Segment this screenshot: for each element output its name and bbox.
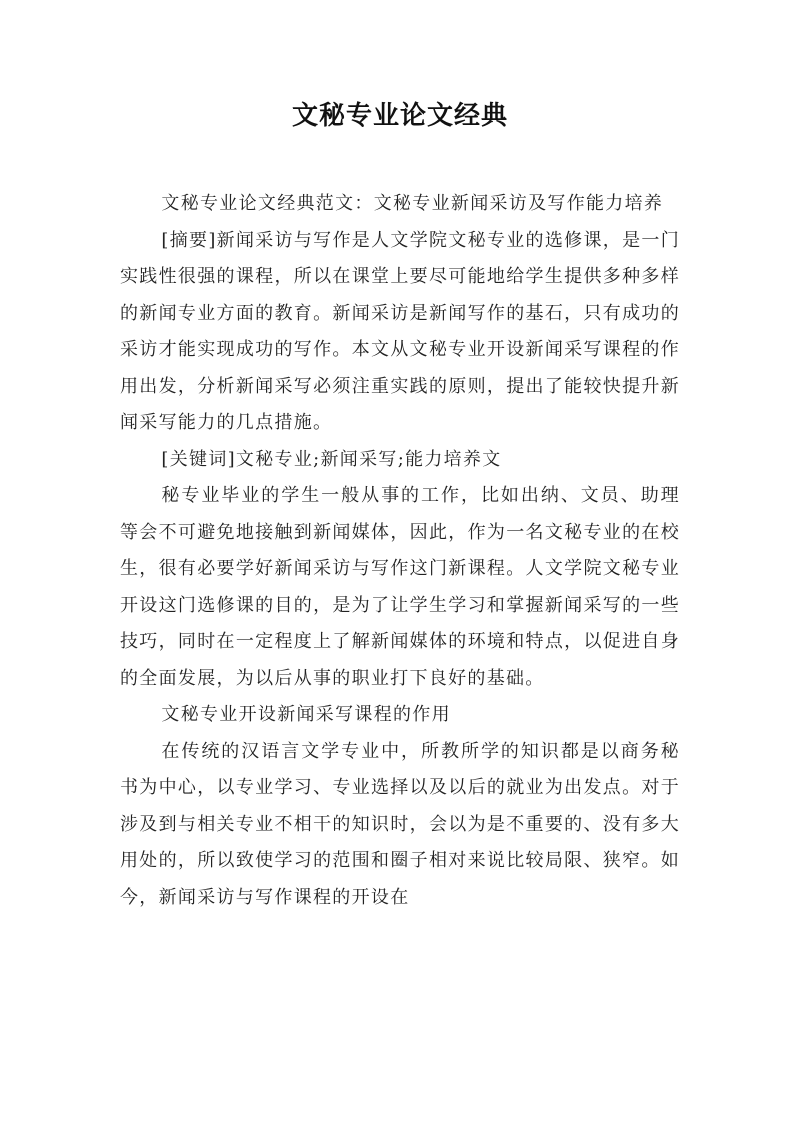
section-heading: 文秘专业开设新闻采写课程的作用: [161, 704, 451, 725]
paragraph-section-body: 在传统的汉语言文学专业中，所教所学的知识都是以商务秘书为中心，以专业学习、专业选择以及以后的就业为出发点。对于涉及到与相关专业不相干的知识时，会以为是不重要的、没有多大用处的，所以致使学习的范围和圈子相对来说比较局限、狭窄。如今，新闻采访与写作课程的开设在: [120, 740, 680, 908]
paragraph-abstract: [摘要]新闻采访与写作是人文学院文秘专业的选修课，是一门实践性很强的课程，所以在课堂上要尽可能地给学生提供多种多样的新闻专业方面的教育。新闻采访是新闻写作的基石，只有成功的采访才能实现成功的写作。本文从文秘专业开设新闻采写课程的作用出发，分析新闻采写必须注重实践的原则，提出了能较快提升新闻采写能力的几点措施。: [120, 229, 680, 433]
paragraph-subtitle: 文秘专业论文经典范文：文秘专业新闻采访及写作能力培养: [161, 193, 664, 214]
paragraph-intro: 秘专业毕业的学生一般从事的工作，比如出纳、文员、助理等会不可避免地接触到新闻媒体，因此，作为一名文秘专业的在校生，很有必要学好新闻采访与写作这门新课程。人文学院文秘专业开设这门选修课的目的，是为了让学生学习和掌握新闻采写的一些技巧，同时在一定程度上了解新闻媒体的环境和特点，以促进自身的全面发展，为以后从事的职业打下良好的基础。: [120, 485, 680, 689]
paragraph-keywords: [关键词]文秘专业;新闻采写;能力培养文: [161, 448, 502, 470]
document-title: 文秘专业论文经典: [291, 101, 508, 131]
document-body: [120, 186, 680, 916]
